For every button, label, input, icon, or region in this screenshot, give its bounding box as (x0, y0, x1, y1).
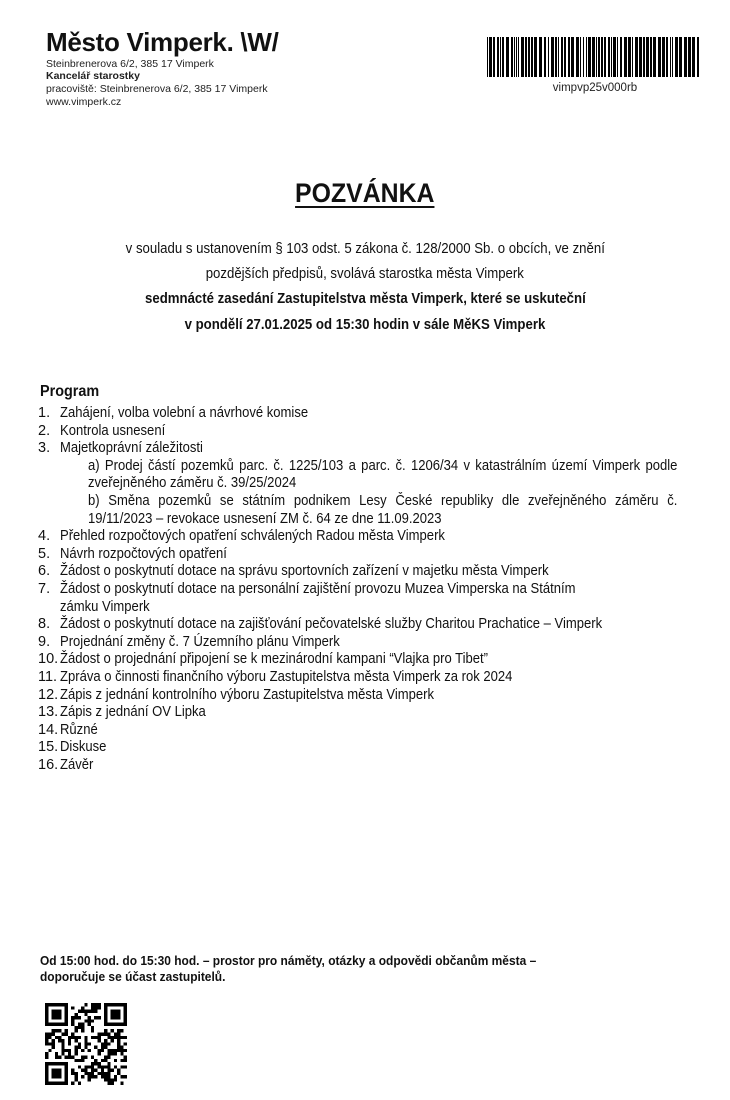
list-item (38, 669, 678, 687)
item-text: Zápis z jednání kontrolního výboru Zastupitelstva města Vimperk (60, 686, 435, 703)
office-name: Kancelář starostky (46, 70, 140, 82)
intro-line-4: v pondělí 27.01.2025 od 15:30 hodin v sále MěKS Vimperk (184, 316, 546, 333)
city-address: Steinbrenerova 6/2, 385 17 Vimperk (46, 58, 214, 70)
item-text: Zápis z jednání OV Lipka (60, 704, 206, 721)
sub-item: b) Směna pozemků se státním podnikem Lesy České republiky dle zveřejněného záměru č. 19/11/2023 – revokace usnesení ZM č. 64 ze dne 11.09.2023 (88, 492, 678, 527)
list-item (38, 651, 678, 669)
list-item (38, 563, 678, 581)
list-item (38, 423, 678, 441)
barcode-label: vimpvp25v000rb (552, 82, 638, 94)
qr-code-icon (45, 1003, 127, 1085)
item-number: 11. (38, 668, 58, 685)
list-item (38, 546, 678, 564)
item-text: Žádost o projednání připojení se k mezinárodní kampani “Vlajka pro Tibet” (60, 651, 488, 668)
item-number: 9. (38, 633, 51, 650)
website-link[interactable]: www.vimperk.cz (46, 96, 122, 108)
document-title: POZVÁNKA (295, 178, 435, 208)
item-number: 7. (38, 580, 51, 597)
item-text: Žádost o poskytnutí dotace na personální zajištění provozu Muzea Vimperska na Státním zámku Vimperk (60, 580, 576, 615)
item-number: 6. (38, 563, 51, 580)
list-item (38, 405, 678, 423)
list-item (38, 739, 678, 757)
item-text: Návrh rozpočtových opatření (60, 545, 227, 562)
item-number: 1. (38, 405, 51, 421)
item-text: Kontrola usnesení (60, 422, 166, 439)
list-item (38, 616, 678, 634)
item-text: Majetkoprávní záležitosti (60, 440, 203, 457)
list-item (38, 581, 678, 616)
workplace-address: pracoviště: Steinbrenerova 6/2, 385 17 Vimperk (46, 83, 268, 95)
intro-line-3: sedmnácté zasedání Zastupitelstva města Vimperk, které se uskuteční (144, 290, 586, 307)
item-text: Diskuse (60, 739, 107, 756)
list-item (38, 757, 678, 775)
footer-note (40, 953, 660, 985)
sub-item: a) Prodej částí pozemků parc. č. 1225/103 a parc. č. 1206/34 v katastrálním území Vimperk podle zveřejněného záměru č. 39/25/2024 (88, 457, 678, 492)
list-item (38, 634, 678, 652)
city-logo: Město Vimperk. \W/ (46, 27, 279, 57)
item-number: 16. (38, 756, 59, 773)
item-number: 3. (38, 440, 51, 457)
item-number: 5. (38, 545, 51, 562)
list-item (38, 440, 678, 458)
item-text: Žádost o poskytnutí dotace na zajišťování pečovatelské služby Charitou Prachatice – Vimperk (60, 616, 603, 633)
item-text: Přehled rozpočtových opatření schválených Radou města Vimperk (60, 528, 445, 545)
footer-note-line-1: Od 15:00 hod. do 15:30 hod. – prostor pro náměty, otázky a odpovědi občanům města – (40, 953, 537, 968)
item-text: Žádost o poskytnutí dotace na správu sportovních zařízení v majetku města Vimperk (60, 563, 549, 580)
item-text: Různé (60, 721, 98, 738)
item-text: Zpráva o činnosti finančního výboru Zastupitelstva města Vimperk za rok 2024 (60, 668, 513, 685)
item-text: Závěr (60, 756, 94, 773)
program-list (38, 405, 678, 774)
list-item (38, 722, 678, 740)
footer-note-line-2: doporučuje se účast zastupitelů. (40, 969, 226, 984)
list-item (38, 687, 678, 705)
item-number: 8. (38, 616, 51, 633)
item-number: 14. (38, 721, 59, 738)
item-number: 13. (38, 704, 59, 721)
list-item (38, 704, 678, 722)
program-heading: Program (40, 383, 100, 400)
item-number: 15. (38, 739, 59, 756)
item-number: 12. (38, 686, 59, 703)
item-number: 10. (38, 651, 59, 668)
item-number: 4. (38, 528, 51, 545)
barcode-icon (487, 37, 703, 77)
item-number: 2. (38, 422, 51, 439)
intro-line-1: v souladu s ustanovením § 103 odst. 5 zákona č. 128/2000 Sb. o obcích, ve znění (125, 240, 605, 257)
item-text: Projednání změny č. 7 Územního plánu Vimperk (60, 633, 340, 650)
list-item (38, 528, 678, 546)
intro-line-2: pozdějších předpisů, svolává starostka města Vimperk (205, 265, 525, 282)
item-text: Zahájení, volba volební a návrhové komise (60, 405, 309, 421)
